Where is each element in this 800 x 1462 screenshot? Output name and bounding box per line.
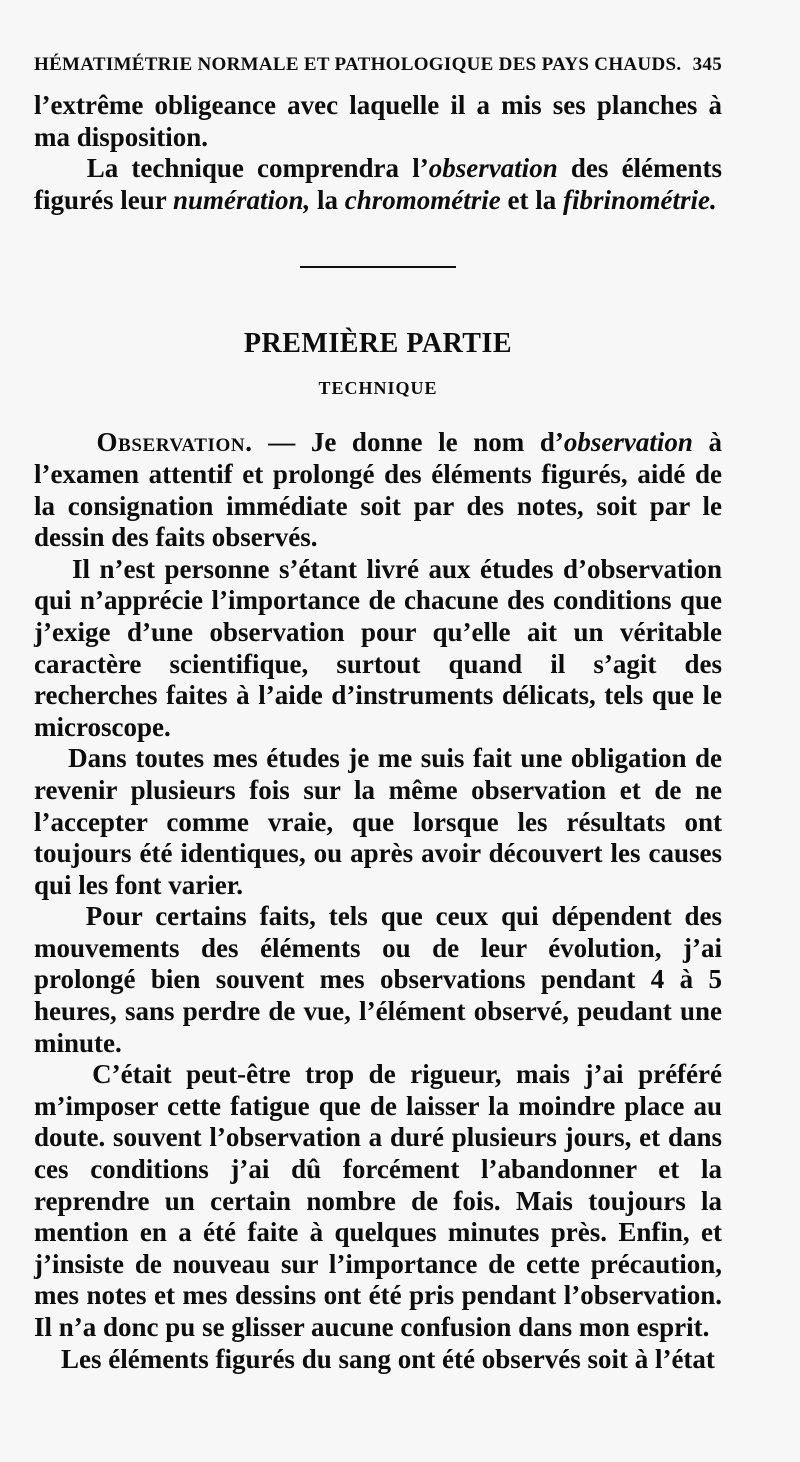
paragraph-2: Il n’est personne s’étant livré aux études d’observation qui n’apprécie l’importance de chacune des conditions que j’exige d’une observation pour qu’elle ait un véritable caractère scientifique, surtout quand il s’agit des recherches faites à l’aide d’instruments délicats, tels que le microscope. [34, 553, 723, 742]
main-text [34, 427, 722, 1375]
page-number: 345 [692, 54, 722, 75]
run-in-heading: Observation. [96, 427, 253, 458]
term-chromometrie: chromométrie [344, 184, 501, 215]
running-head [34, 54, 722, 76]
term-fibrinometrie: fibrinométrie. [563, 184, 717, 215]
term-numeration: numération, [172, 184, 311, 215]
paragraph-6: Les éléments figurés du sang ont été observés soit à l’état [61, 1343, 715, 1374]
intro-paragraph-2: La technique comprendra l’observation des éléments figurés leur numération, la chromométrie et la fibrinométrie. [34, 153, 723, 215]
paragraph-5: C’était peut-être trop de rigueur, mais j’ai préféré m’imposer cette fatigue que de laisser la moindre place au doute. souvent l’observation a duré plusieurs jours, et dans ces conditions j’ai dû forcément l’abandonner et la reprendre un certain nombre de fois. Mais toujours la mention en a été faite à quelques minutes près. Enfin, et j’insiste de nouveau sur l’importance de cette précaution, mes notes et mes dessins ont été pris pendant l’observation. Il n’a donc pu se glisser aucune confusion dans mon esprit. [34, 1059, 722, 1342]
paragraph-4: Pour certains faits, tels que ceux qui dépendent des mouvements des éléments ou de leur évolution, j’ai prolongé bien souvent mes observations pendant 4 à 5 heures, sans perdre de vue, l’élément observé, peudant une minute. [34, 901, 723, 1058]
part-title: PREMIÈRE PARTIE [243, 328, 513, 360]
running-title: HÉMATIMÉTRIE NORMALE ET PATHOLOGIQUE DES PAYS CHAUDS. [34, 54, 682, 75]
section-title: TECHNIQUE [318, 378, 438, 399]
intro-text [34, 90, 722, 216]
paragraph-observation: Observation. — Je donne le nom d’observation à l’examen attentif et prolongé des éléments figurés, aidé de la consignation immédiate soit par des notes, soit par le dessin des faits observés. [34, 427, 722, 553]
intro-paragraph-1: l’extrême obligeance avec laquelle il a mis ses planches à ma disposition. [34, 90, 722, 152]
term-observation-2: observation [563, 427, 693, 458]
section-divider [300, 266, 456, 268]
paragraph-3: Dans toutes mes études je me suis fait une obligation de revenir plusieurs fois sur la même observation et de ne l’accepter comme vraie, que lorsque les résultats ont toujours été identiques, ou après avoir découvert les causes qui les font varier. [34, 743, 722, 900]
term-observation: observation [428, 153, 558, 184]
